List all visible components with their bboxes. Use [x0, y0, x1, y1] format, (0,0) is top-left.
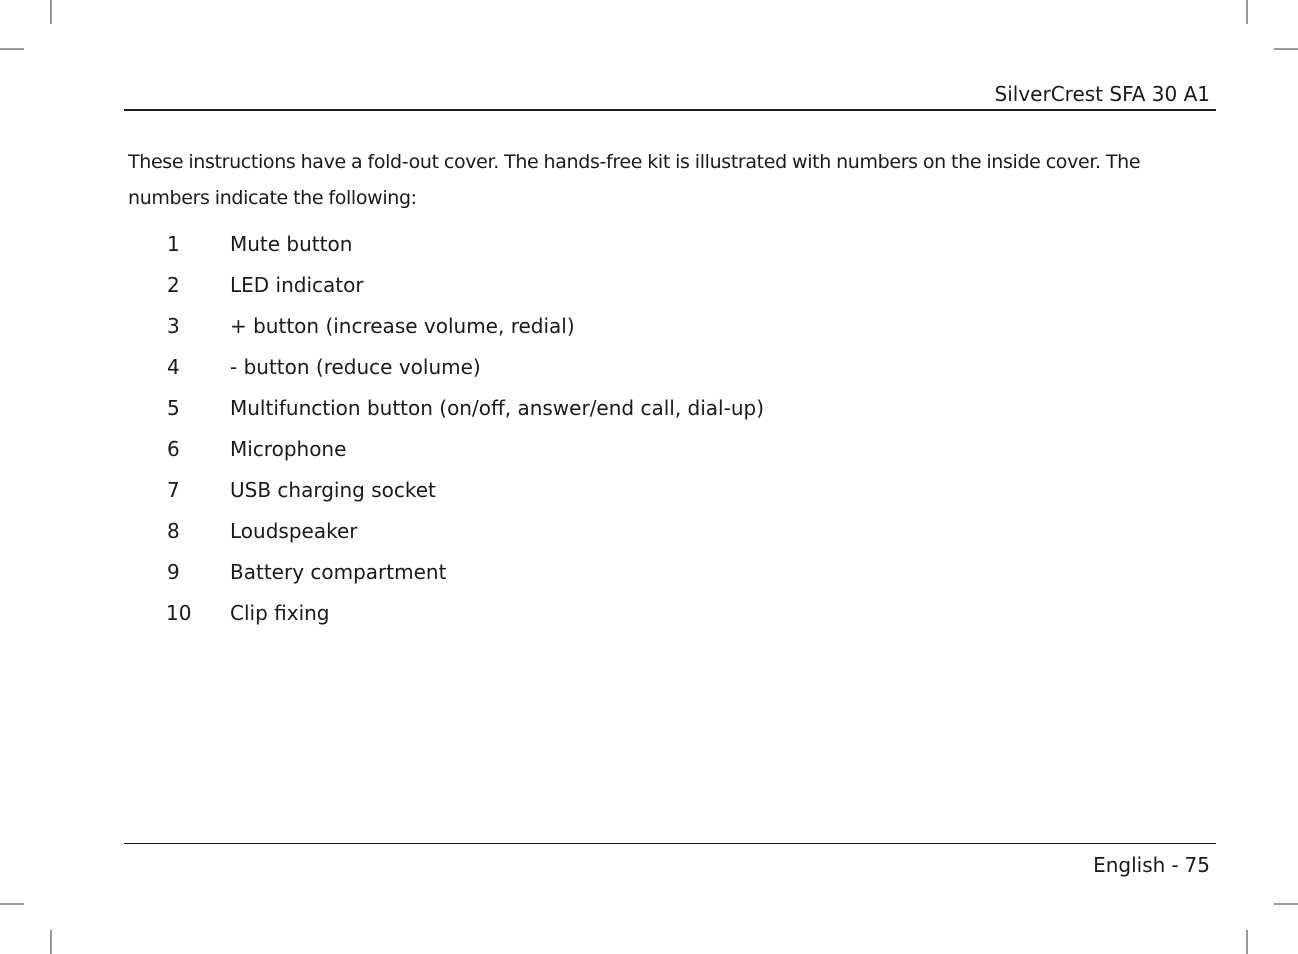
crop-mark-bottom-right-vertical — [1246, 930, 1248, 954]
intro-paragraph: These instructions have a fold-out cover. The hands-free kit is illustrated with numbers on the inside cover. The numbers indicate the following: — [128, 151, 1141, 209]
part-number: 7 — [167, 478, 180, 502]
crop-mark-bottom-left-horizontal — [0, 903, 24, 905]
part-label: Microphone — [230, 437, 347, 461]
part-number: 2 — [167, 273, 180, 297]
crop-mark-bottom-left-vertical — [50, 930, 52, 954]
crop-mark-top-left-horizontal — [0, 48, 24, 50]
crop-mark-top-right-vertical — [1246, 0, 1248, 24]
part-label: Clip fixing — [230, 601, 330, 625]
part-number: 9 — [167, 560, 180, 584]
footer-separator: - — [1171, 853, 1179, 877]
part-label: + button (increase volume, redial) — [230, 314, 575, 338]
part-label: Battery compartment — [230, 560, 447, 584]
crop-mark-top-left-vertical — [50, 0, 52, 24]
page-header-title: SilverCrest SFA 30 A1 — [994, 82, 1210, 106]
list-item — [128, 388, 764, 429]
part-number: 10 — [166, 601, 192, 625]
part-number: 8 — [167, 519, 180, 543]
page-footer — [1093, 851, 1210, 879]
part-label: USB charging socket — [230, 478, 436, 502]
part-label: Mute button — [230, 232, 353, 256]
list-item — [128, 552, 764, 593]
part-number: 1 — [167, 232, 180, 256]
list-item — [128, 429, 764, 470]
page-number: 75 — [1184, 853, 1210, 877]
list-item — [128, 511, 764, 552]
list-item — [128, 593, 764, 634]
list-item — [128, 224, 764, 265]
part-label: Multifunction button (on/off, answer/end call, dial-up) — [230, 396, 764, 420]
list-item — [128, 470, 764, 511]
list-item — [128, 265, 764, 306]
list-item — [128, 347, 764, 388]
crop-mark-bottom-right-horizontal — [1274, 903, 1298, 905]
part-label: LED indicator — [230, 273, 364, 297]
part-number: 5 — [167, 396, 180, 420]
crop-mark-top-right-horizontal — [1274, 48, 1298, 50]
part-label: Loudspeaker — [230, 519, 358, 543]
part-number: 3 — [167, 314, 180, 338]
footer-language: English — [1093, 853, 1166, 877]
part-number: 6 — [167, 437, 180, 461]
header-rule — [124, 109, 1216, 111]
list-item — [128, 306, 764, 347]
footer-rule — [124, 843, 1216, 844]
part-number: 4 — [167, 355, 180, 379]
part-label: - button (reduce volume) — [230, 355, 481, 379]
parts-list — [128, 224, 764, 634]
